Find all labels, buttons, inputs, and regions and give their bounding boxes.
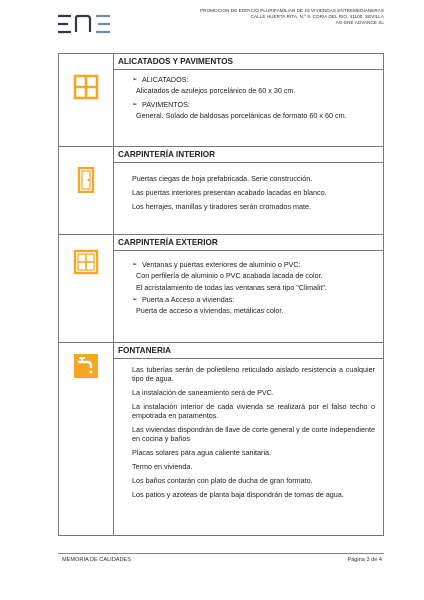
footer-title: MEMORIA DE CALIDADES [62,557,132,563]
bullet-item [132,295,375,304]
ene-logo [56,14,112,34]
section-content [114,235,384,343]
header-line-1: PROMOCION DE EDIFICIO PLURIFAMILIAR DE 16 VIVIENDAS ENTREMEDIANERAS [200,8,384,13]
paragraph: Los patios y azoteas de planta baja dispondrán de tomas de agua. [132,490,344,499]
arrow-bullet-icon: ➢ [132,296,138,303]
section-content [114,343,384,536]
arrow-bullet-icon: ➢ [132,76,138,83]
paragraph: Termo en vivienda. [132,462,193,471]
bullet-text: General. Solado de baldosas porcelánicas de formato 60 x 60 cm. [136,111,347,120]
paragraph: La instalación interior de cada vivienda se realizará por el falso techo o empotrada en paramentos. [132,402,375,420]
paragraph: Placas solares para agua caliente sanitaria. [132,448,272,457]
section-alicatados [59,54,384,147]
bullet-item [132,100,375,109]
section-content [114,54,384,147]
section-fontaneria [59,343,384,536]
qualities-table [58,53,384,536]
paragraph: Las puertas interiores presentan acabado lacadas en blanco. [132,188,327,197]
paragraph: Las tuberías serán de polietileno reticulado aislado resistencia a cualquier tipo de agua. [132,365,375,383]
section-title: ALICATADOS Y PAVIMENTOS [114,54,383,70]
section-content [114,147,384,235]
section-title: CARPINTERÍA INTERIOR [114,147,383,163]
bullet-text: Con perfilería de aluminio o PVC acabada lacada de color. [136,271,323,280]
paragraph: Las viviendas dispondrán de llave de corte general y de corte independiente en cocina y baños [132,425,375,443]
bullet-item [132,75,375,84]
paragraph: Los baños contarán con plato de ducha de gran formato. [132,476,313,485]
bullet-label: Puerta a Acceso a viviendas: [142,295,235,304]
header-line-2: CALLE HUERTA RITA, N.º 8. CORIA DEL RIO. 41100. SEVILLA [250,14,384,19]
paragraph: Puertas ciegas de hoja prefabricada. Serie construcción. [132,174,313,183]
paragraph: La instalación de saneamiento será de PVC. [132,388,274,397]
section-carpinteria-exterior [59,235,384,343]
section-icon-cell [59,147,114,235]
arrow-bullet-icon: ➢ [132,101,138,108]
bullet-text: Puerta de acceso a viviendas, metálicas color. [136,306,284,315]
section-icon-cell [59,54,114,147]
section-icon-cell [59,343,114,536]
header-line-3: AG-ENE ADVANCE SL [335,20,384,25]
section-title: CARPINTERÍA EXTERIOR [114,235,383,251]
section-carpinteria-interior [59,147,384,235]
bullet-label: Ventanas y puertas exteriores de aluminio o PVC: [142,260,301,269]
document-header [200,8,384,26]
bullet-label: ALICATADOS: [142,75,189,84]
footer-divider [58,553,384,554]
bullet-item [132,260,375,269]
bullet-text: Alicatados de azulejos porcelánico de 60 x 30 cm. [136,86,296,95]
faucet-icon [73,353,99,379]
window-grid-icon [73,74,99,100]
section-icon-cell [59,235,114,343]
page-number: Página 3 de 4 [347,557,382,563]
door-icon [73,167,99,193]
arrow-bullet-icon: ➢ [132,261,138,268]
section-title: FONTANERIA [114,343,383,359]
bullet-text: El acristalamiento de todas las ventanas será tipo "Climalit". [136,283,327,292]
paragraph: Los herrajes, manillas y tiradores serán cromados mate. [132,202,311,211]
bullet-label: PAVIMENTOS: [142,100,190,109]
window-icon [73,249,99,275]
